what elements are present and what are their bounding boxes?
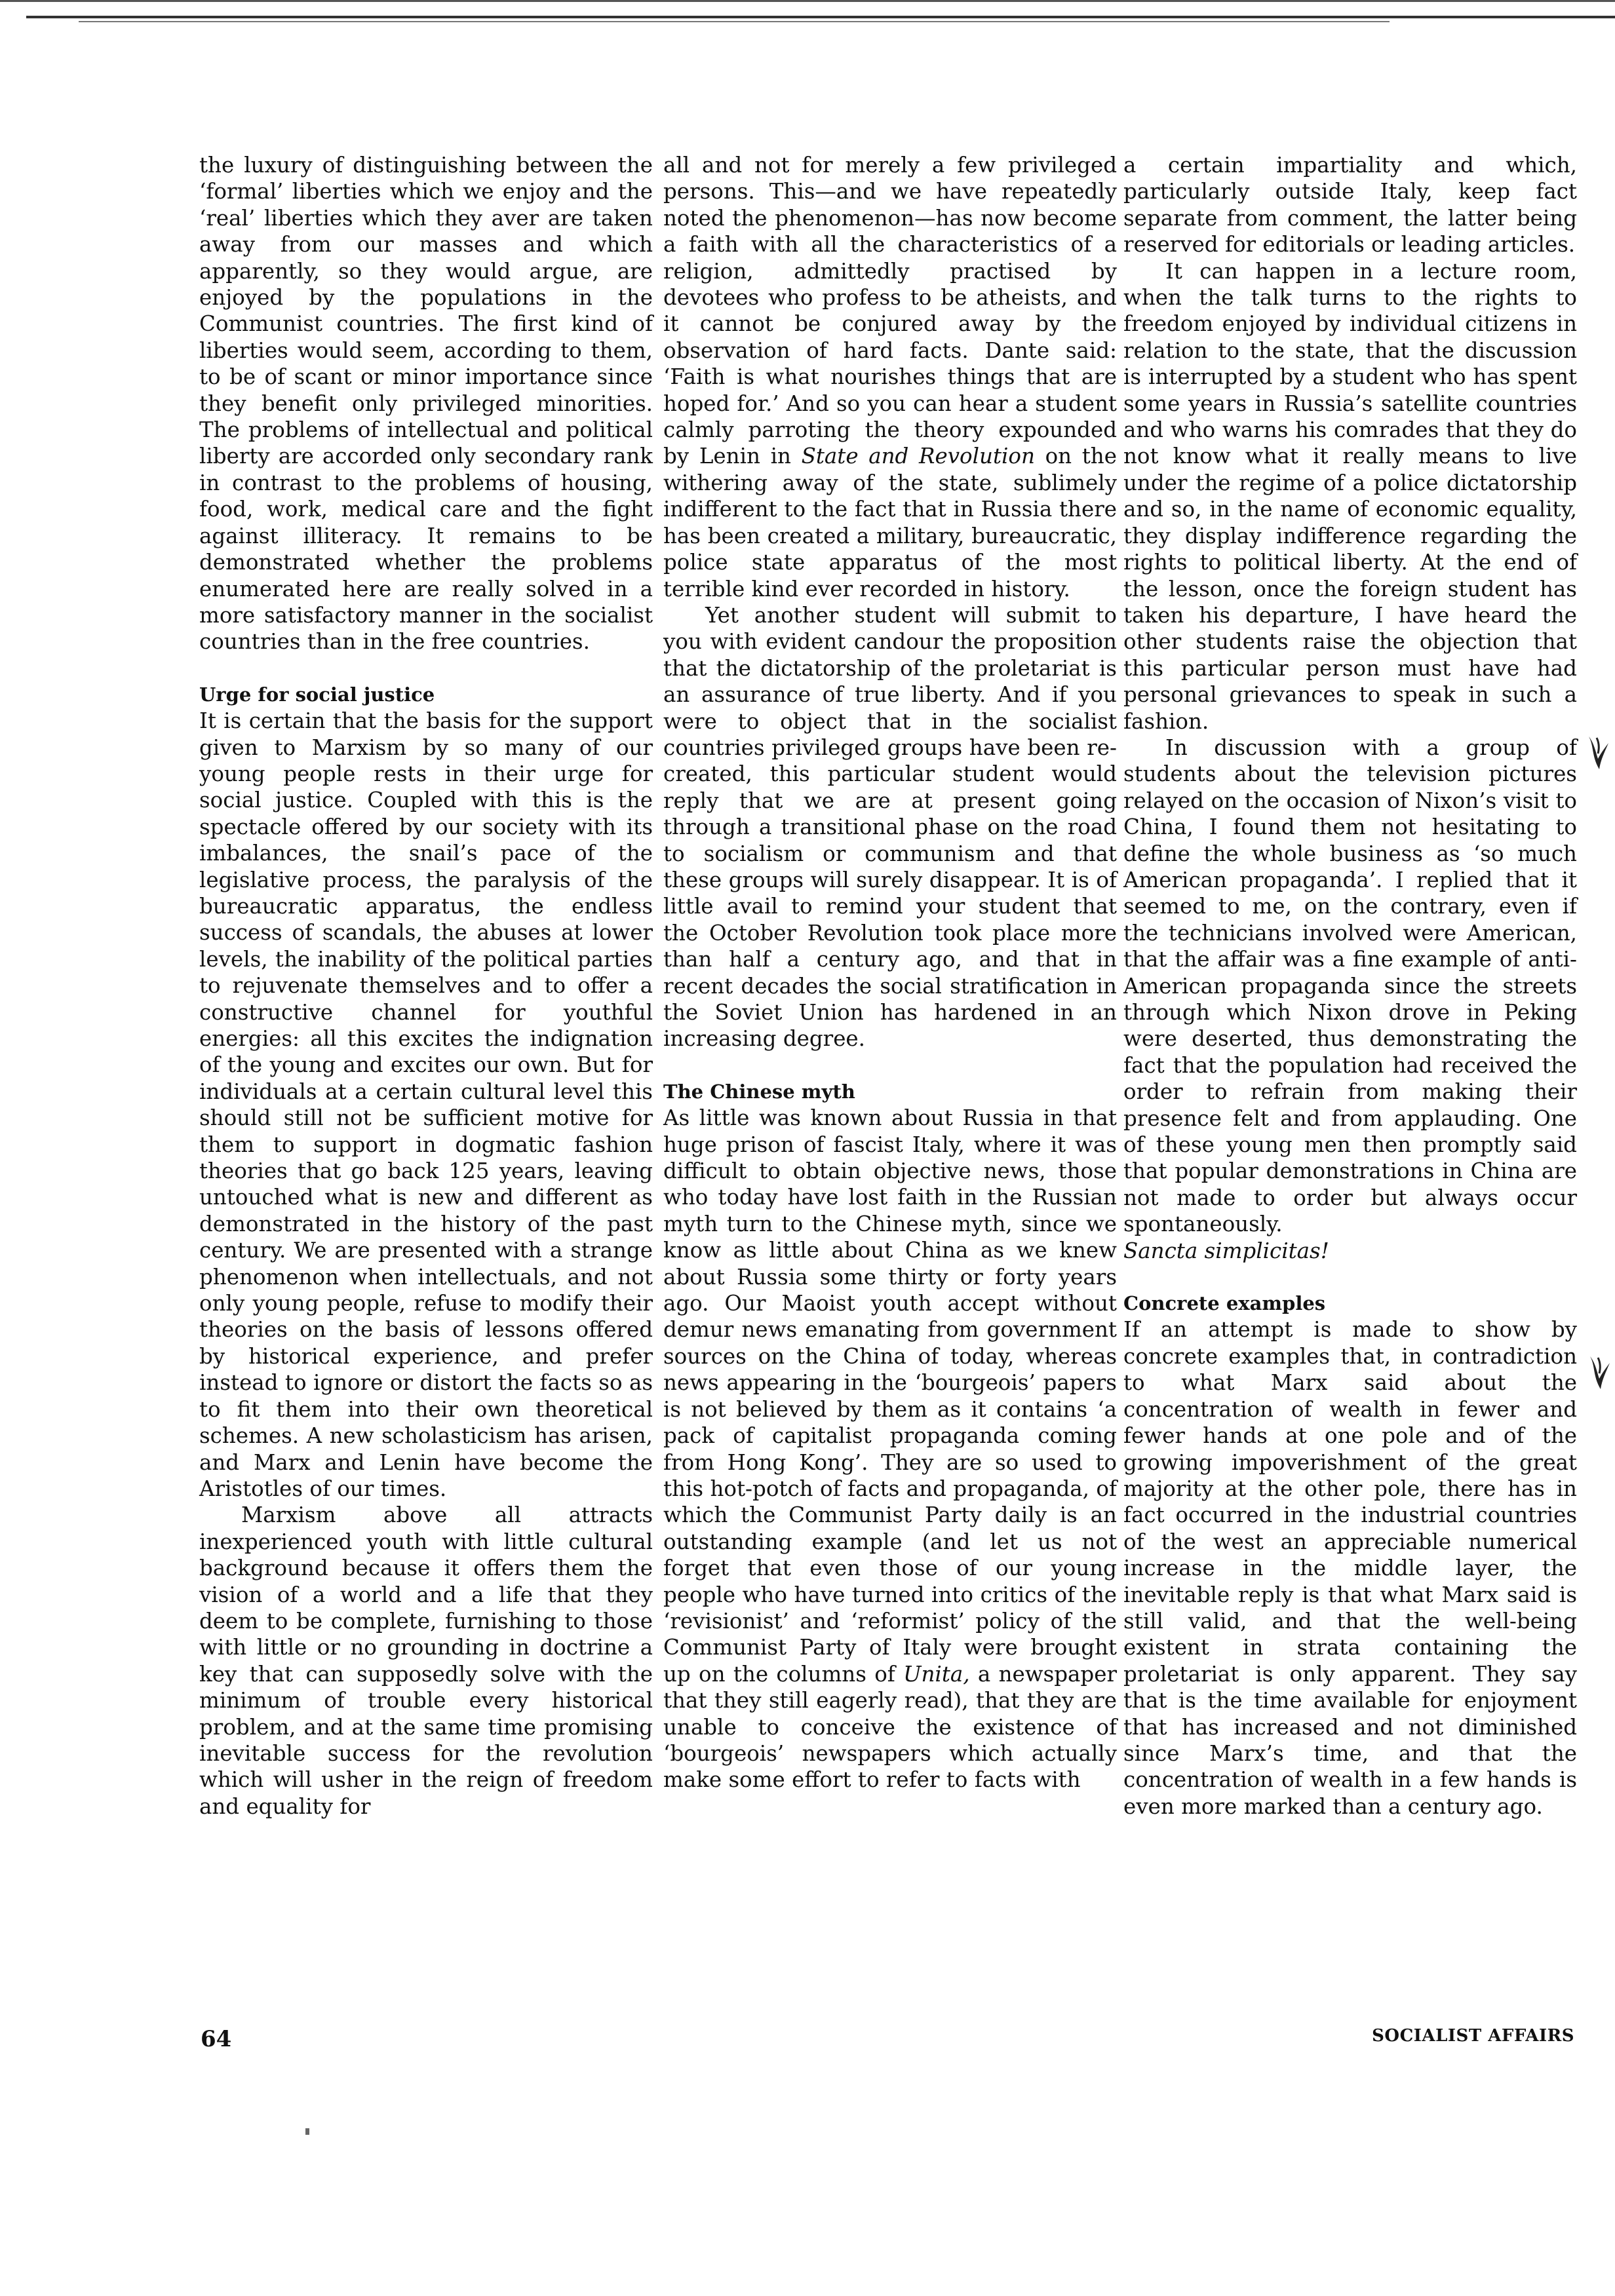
book-title-italic: State and Revolution xyxy=(801,444,1035,469)
text-column-3 xyxy=(1123,152,1577,1820)
scan-edge-lines xyxy=(0,0,1615,26)
section-heading-concrete-examples: Concrete examples xyxy=(1123,1292,1326,1315)
paragraph: Yet another student will submit to you with evident candour the proposition that the dictatorship of the proletariat is an assurance of true liberty. And if you were to object that in the socialist countries privileged groups have been re-created, this particular student would reply that we are at present going through a transitional phase on the road to socialism or communism and that these groups will surely disappear. It is of little avail to remind your student that the October Revolution took place more than half a century ago, and that in recent decades the social stratification in the Soviet Union has hardened in an increasing degree. xyxy=(663,602,1117,1052)
paragraph: It can happen in a lecture room, when the talk turns to the rights to freedom enjoyed by individual citizens in relation to the state, that the discussion is interrupted by a student who has spent some years in Russia’s satellite countries and who warns his comrades that they do not know what it really means to live under the regime of a police dictatorship and so, in the name of economic equality, they display indifference regarding the rights to political liberty. At the end of the lesson, once the foreign student has taken his departure, I have heard the other students raise the objection that this particular person must have had personal grievances to speak in such a fashion. xyxy=(1123,258,1577,734)
margin-mark-icon xyxy=(1585,734,1611,772)
section-heading-the-chinese-myth: The Chinese myth xyxy=(663,1080,855,1103)
scan-edge-line xyxy=(79,21,1390,22)
scan-edge-line xyxy=(26,16,1615,18)
paragraph: a certain impartiality and which, particularly outside Italy, keep fact separate from comment, the latter being reserved for editorials or leading articles. xyxy=(1123,153,1577,258)
section-heading-urge-for-social-justice: Urge for social justice xyxy=(199,683,435,706)
latin-phrase-italic: Sancta simplicitas! xyxy=(1123,1238,1329,1263)
scan-speck xyxy=(305,2128,309,2135)
paragraph-text: all and not for merely a few privileged persons. This—and we have repeatedly noted the phenomenon—has now become a faith with all the characteristics of a religion, admittedly practised by devotees who profess to be atheists, and it cannot be conjured away by the observation of hard facts. Dante said: ‘Faith is what nourishes things that are hoped for.’ And so you can hear a student calmly parroting the theory expounded by Lenin in xyxy=(663,153,1117,469)
paragraph-text: In discussion with a group of students about the television pictures relayed on the occasion of Nixon’s visit to China, I found them not hesitating to define the whole business as ‘so much American propaganda’. I replied that it seemed to me, on the contrary, even if the technicians involved were American, that the affair was a fine example of anti-American propaganda since the streets through which Nixon drove in Peking were deserted, thus demonstrating the fact that the population had received the order to refrain from making their presence felt and from applauding. One of these young men then promptly said that popular demonstrations in China are not made to order but always occur spontaneously. xyxy=(1123,735,1577,1237)
paragraph xyxy=(1123,735,1577,1264)
paragraph-text: a newspaper that they still eagerly read), that they are unable to conceive the existence of ‘bourgeois’ newspapers which actually make some effort to refer to facts with xyxy=(663,1661,1118,1793)
newspaper-title-italic: Unita, xyxy=(903,1661,970,1687)
paragraph: Marxism above all attracts inexperienced youth with little cultural background because it offers them the vision of a world and a life that they deem to be complete, furnishing to those with little or no grounding in doctrine a key that can supposedly solve with the minimum of trouble every historical problem, and at the same time promising inevitable success for the revolution which will usher in the reign of freedom and equality for xyxy=(199,1502,653,1819)
scan-edge-line xyxy=(0,0,1615,2)
margin-mark-icon xyxy=(1586,1354,1612,1392)
paragraph xyxy=(663,152,1117,602)
paragraph xyxy=(663,1105,1117,1793)
journal-name: SOCIALIST AFFAIRS xyxy=(1372,2026,1574,2046)
paragraph: It is certain that the basis for the support given to Marxism by so many of our young people rests in their urge for social justice. Coupled with this is the spectacle offered by our society with its imbalances, the snail’s pace of the legislative process, the paralysis of the bureaucratic apparatus, the endless success of scandals, the abuses at lower levels, the inability of the political parties to rejuvenate themselves and to offer a constructive channel for youthful energies: all this excites the indignation of the young and excites our own. But for individuals at a certain cultural level this should still not be sufficient motive for them to support in dogmatic fashion theories that go back 125 years, leaving untouched what is new and different as demonstrated in the history of the past century. We are presented with a strange phenomenon when intellectuals, and not only young people, refuse to modify their theories on the basis of lessons offered by historical experience, and prefer instead to ignore or distort the facts so as to fit them into their own theoretical schemes. A new scholasticism has arisen, and Marx and Lenin have become the Aristotles of our times. xyxy=(199,708,653,1501)
page-number: 64 xyxy=(201,2026,232,2052)
text-column-1 xyxy=(199,152,653,1820)
paragraph-text: on the withering away of the state, sublimely indifferent to the fact that in Russia there has been created a military, bureaucratic, police state apparatus of the most terrible kind ever recorded in history. xyxy=(663,444,1117,602)
paragraph-text: As little was known about Russia in that huge prison of fascist Italy, where it was difficult to obtain objective news, those who today have lost faith in the Russian myth turn to the Chinese myth, since we know as little about China as we knew about Russia some thirty or forty years ago. Our Maoist youth accept without demur news emanating from government sources on the China of today, whereas news appearing in the ‘bourgeois’ papers is not believed by them as it contains ‘a pack of capitalist propaganda coming from Hong Kong’. They are so used to this hot-potch of facts and propaganda, of which the Communist Party daily is an outstanding example (and let us not forget that even those of our young people who have turned into critics of the ‘revisionist’ and ‘reformist’ policy of the Communist Party of Italy were brought up on the columns of xyxy=(663,1105,1117,1687)
paragraph: the luxury of distinguishing between the ‘formal’ liberties which we enjoy and the ‘real’ liberties which they aver are taken away from our masses and which apparently, so they would argue, are enjoyed by the populations in the Communist countries. The first kind of liberties would seem, according to them, to be of scant or minor importance since they benefit only privileged minorities. The problems of intellectual and political liberty are accorded only secondary rank in contrast to the problems of housing, food, work, medical care and the fight against illiteracy. It remains to be demonstrated whether the problems enumerated here are really solved in a more satisfactory manner in the socialist countries than in the free countries. xyxy=(199,153,653,655)
paragraph: If an attempt is made to show by concrete examples that, in contradiction to what Marx said about the concentration of wealth in fewer and fewer hands at one pole and of the growing impoverishment of the great majority at the other pole, there has in fact occurred in the industrial countries of the west an appreciable numerical increase in the middle layer, the inevitable reply is that what Marx said is still valid, and that the well-being existent in strata containing the proletariat is only apparent. They say that is the time available for enjoyment that has increased and not diminished since Marx’s time, and that the concentration of wealth in a few hands is even more marked than a century ago. xyxy=(1123,1317,1577,1819)
text-column-2 xyxy=(663,152,1117,1793)
